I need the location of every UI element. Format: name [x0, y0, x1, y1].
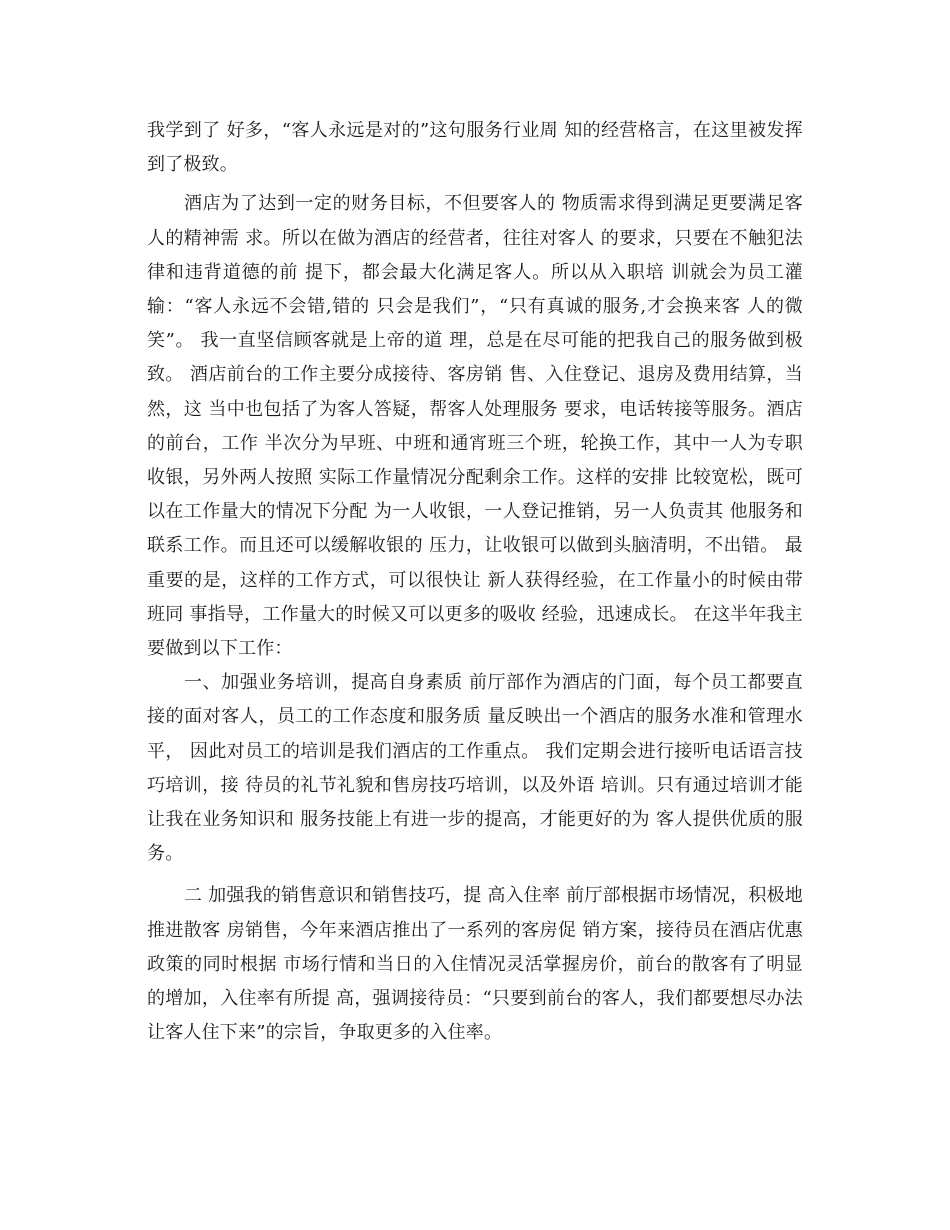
paragraph-sales-skills: 二 加强我的销售意识和销售技巧，提 高入住率 前厅部根据市场情况，积极地推进散客 房销售，今年来酒店推出了一系列的客房促 销方案，接待员在酒店优惠政策的同时根据 市场行情和当日的入住情况灵活掌握房价，前台的散客有了明显的增加，入住率有所提 高，强调接待员：“只要到前台的客人，我们都要想尽办法让客人住下来”的宗旨，争取更多的入住率。 — [147, 885, 803, 1044]
paragraph-front-desk-work: 酒店为了达到一定的财务目标，不但要客人的 物质需求得到满足更要满足客人的精神需 求。所以在做为酒店的经营者，往往对客人 的要求，只要在不触犯法律和违背道德的前 提下，都会最大化满足客人。所以从入职培 训就会为员工灌输：“客人永远不会错,错的 只会是我们”，“只有真诚的服务,才会换来客 人的微笑”。 我一直坚信顾客就是上帝的道 理，总是在尽可能的把我自己的服务做到极 致。 酒店前台的工作主要分成接待、客房销 售、入住登记、退房及费用结算，当然，这 当中也包括了为客人答疑，帮客人处理服务 要求，电话转接等服务。酒店的前台，工作 半次分为早班、中班和通宵班三个班，轮换工作，其中一人为专职收银，另外两人按照 实际工作量情况分配剩余工作。这样的安排 比较宽松，既可以在工作量大的情况下分配 为一人收银，一人登记推销，另一人负责其 他服务和联系工作。而且还可以缓解收银的 压力，让收银可以做到头脑清明，不出错。 最重要的是，这样的工作方式，可以很快让 新人获得经验，在工作量小的时候由带班同 事指导，工作量大的时候又可以更多的吸收 经验，迅速成长。 在这半年我主要做到以下工作： — [147, 193, 809, 660]
paragraph-business-training: 一、加强业务培训，提高自身素质 前厅部作为酒店的门面，每个员工都要直接的面对客人，员工的工作态度和服务质 量反映出一个酒店的服务水准和管理水平， 因此对员工的培训是我们酒店的工作重点。 我们定期会进行接听电话语言技巧培训，接 待员的礼节礼貌和售房技巧培训，以及外语 培训。只有通过培训才能让我在业务知识和 服务技能上有进一步的提高，才能更好的为 客人提供优质的服务。 — [147, 672, 803, 865]
document-body — [147, 114, 809, 1050]
paragraph-continuation: 我学到了 好多，“客人永远是对的”这句服务行业周 知的经营格言，在这里被发挥到了极致。 — [147, 120, 803, 176]
